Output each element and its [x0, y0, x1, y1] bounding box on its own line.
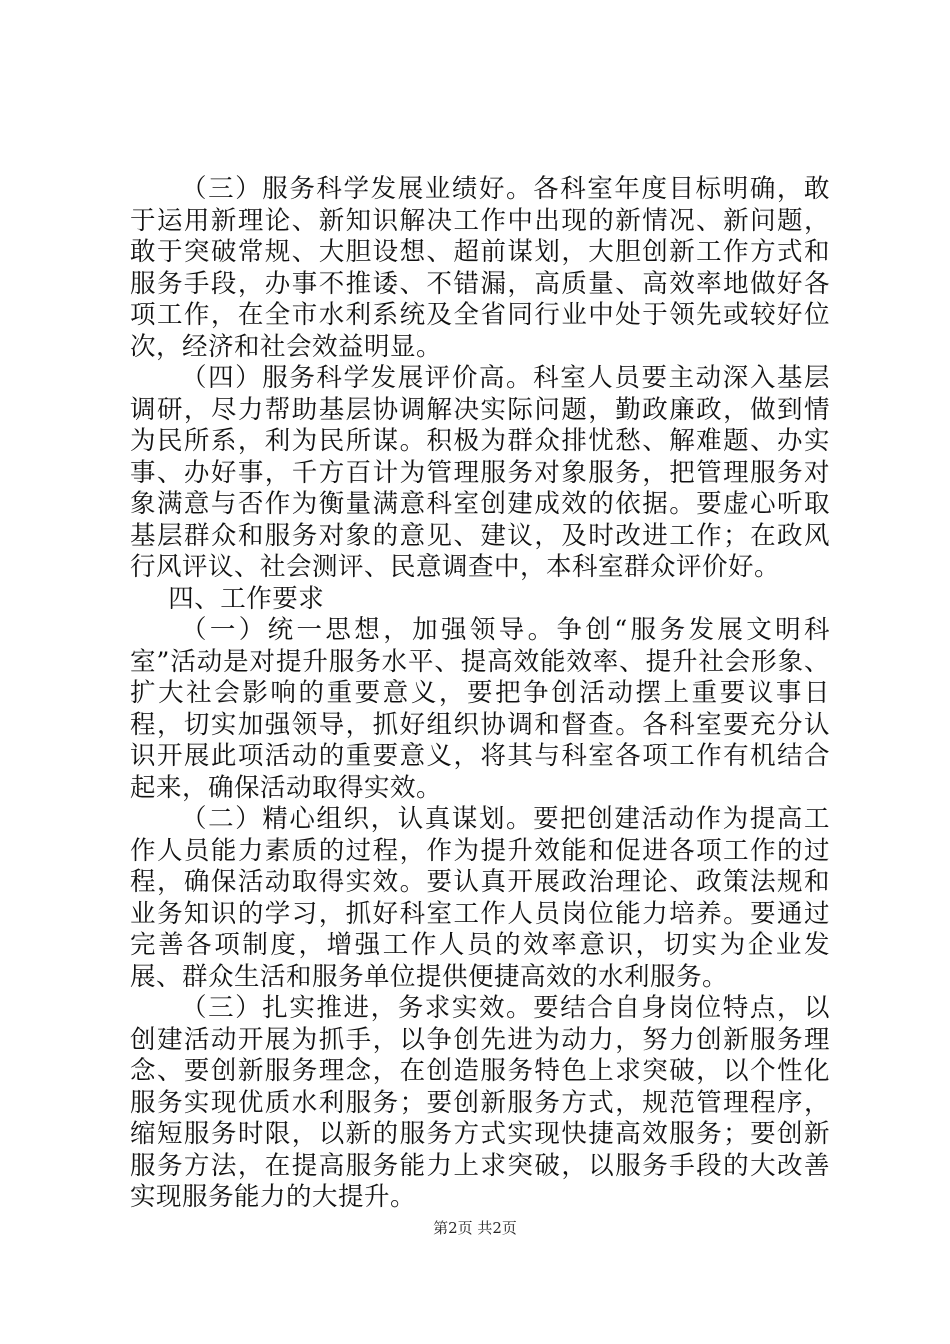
paragraph-solid-advancement: （三）扎实推进，务求实效。要结合自身岗位特点，以创建活动开展为抓手，以争创先进为动力，努力创新服务理念、要创新服务理念，在创造服务特色上求突破，以个性化服务实现优质水利服务；要创新服务方式，规范管理程序，缩短服务时限，以新的服务方式实现快捷高效服务；要创新服务方法，在提高服务能力上求突破，以服务手段的大改善实现服务能力的大提升。	[130, 993, 830, 1212]
document-body	[130, 174, 830, 1214]
page-number-label: 第2页 共2页	[433, 1219, 517, 1237]
paragraph-careful-organization: （二）精心组织，认真谋划。要把创建活动作为提高工作人员能力素质的过程，作为提升效能和促进各项工作的过程，确保活动取得实效。要认真开展政治理论、政策法规和业务知识的学习，抓好科室工作人员岗位能力培养。要通过完善各项制度，增强工作人员的效率意识，切实为企业发展、群众生活和服务单位提供便捷高效的水利服务。	[130, 804, 830, 992]
paragraph-unify-thinking: （一）统一思想，加强领导。争创“服务发展文明科室”活动是对提升服务水平、提高效能效率、提升社会形象、扩大社会影响的重要意义，要把争创活动摆上重要议事日程，切实加强领导，抓好组织协调和督查。各科室要充分认识开展此项活动的重要意义，将其与科室各项工作有机结合起来，确保活动取得实效。	[130, 615, 830, 803]
page-footer	[0, 1217, 950, 1238]
paragraph-service-performance: （三）服务科学发展业绩好。各科室年度目标明确，敢于运用新理论、新知识解决工作中出现的新情况、新问题，敢于突破常规、大胆设想、超前谋划，大胆创新工作方式和服务手段，办事不推诿、不错漏，高质量、高效率地做好各项工作，在全市水利系统及全省同行业中处于领先或较好位次，经济和社会效益明显。	[130, 174, 830, 362]
section-heading-work-requirements: 四、工作要求	[168, 583, 325, 614]
paragraph-service-evaluation: （四）服务科学发展评价高。科室人员要主动深入基层调研，尽力帮助基层协调解决实际问题，勤政廉政，做到情为民所系，利为民所谋。积极为群众排忧愁、解难题、办实事、办好事，千方百计为管理服务对象服务，把管理服务对象满意与否作为衡量满意科室创建成效的依据。要虚心听取基层群众和服务对象的意见、建议，及时改进工作；在政风行风评议、社会测评、民意调查中，本科室群众评价好。	[130, 363, 830, 582]
